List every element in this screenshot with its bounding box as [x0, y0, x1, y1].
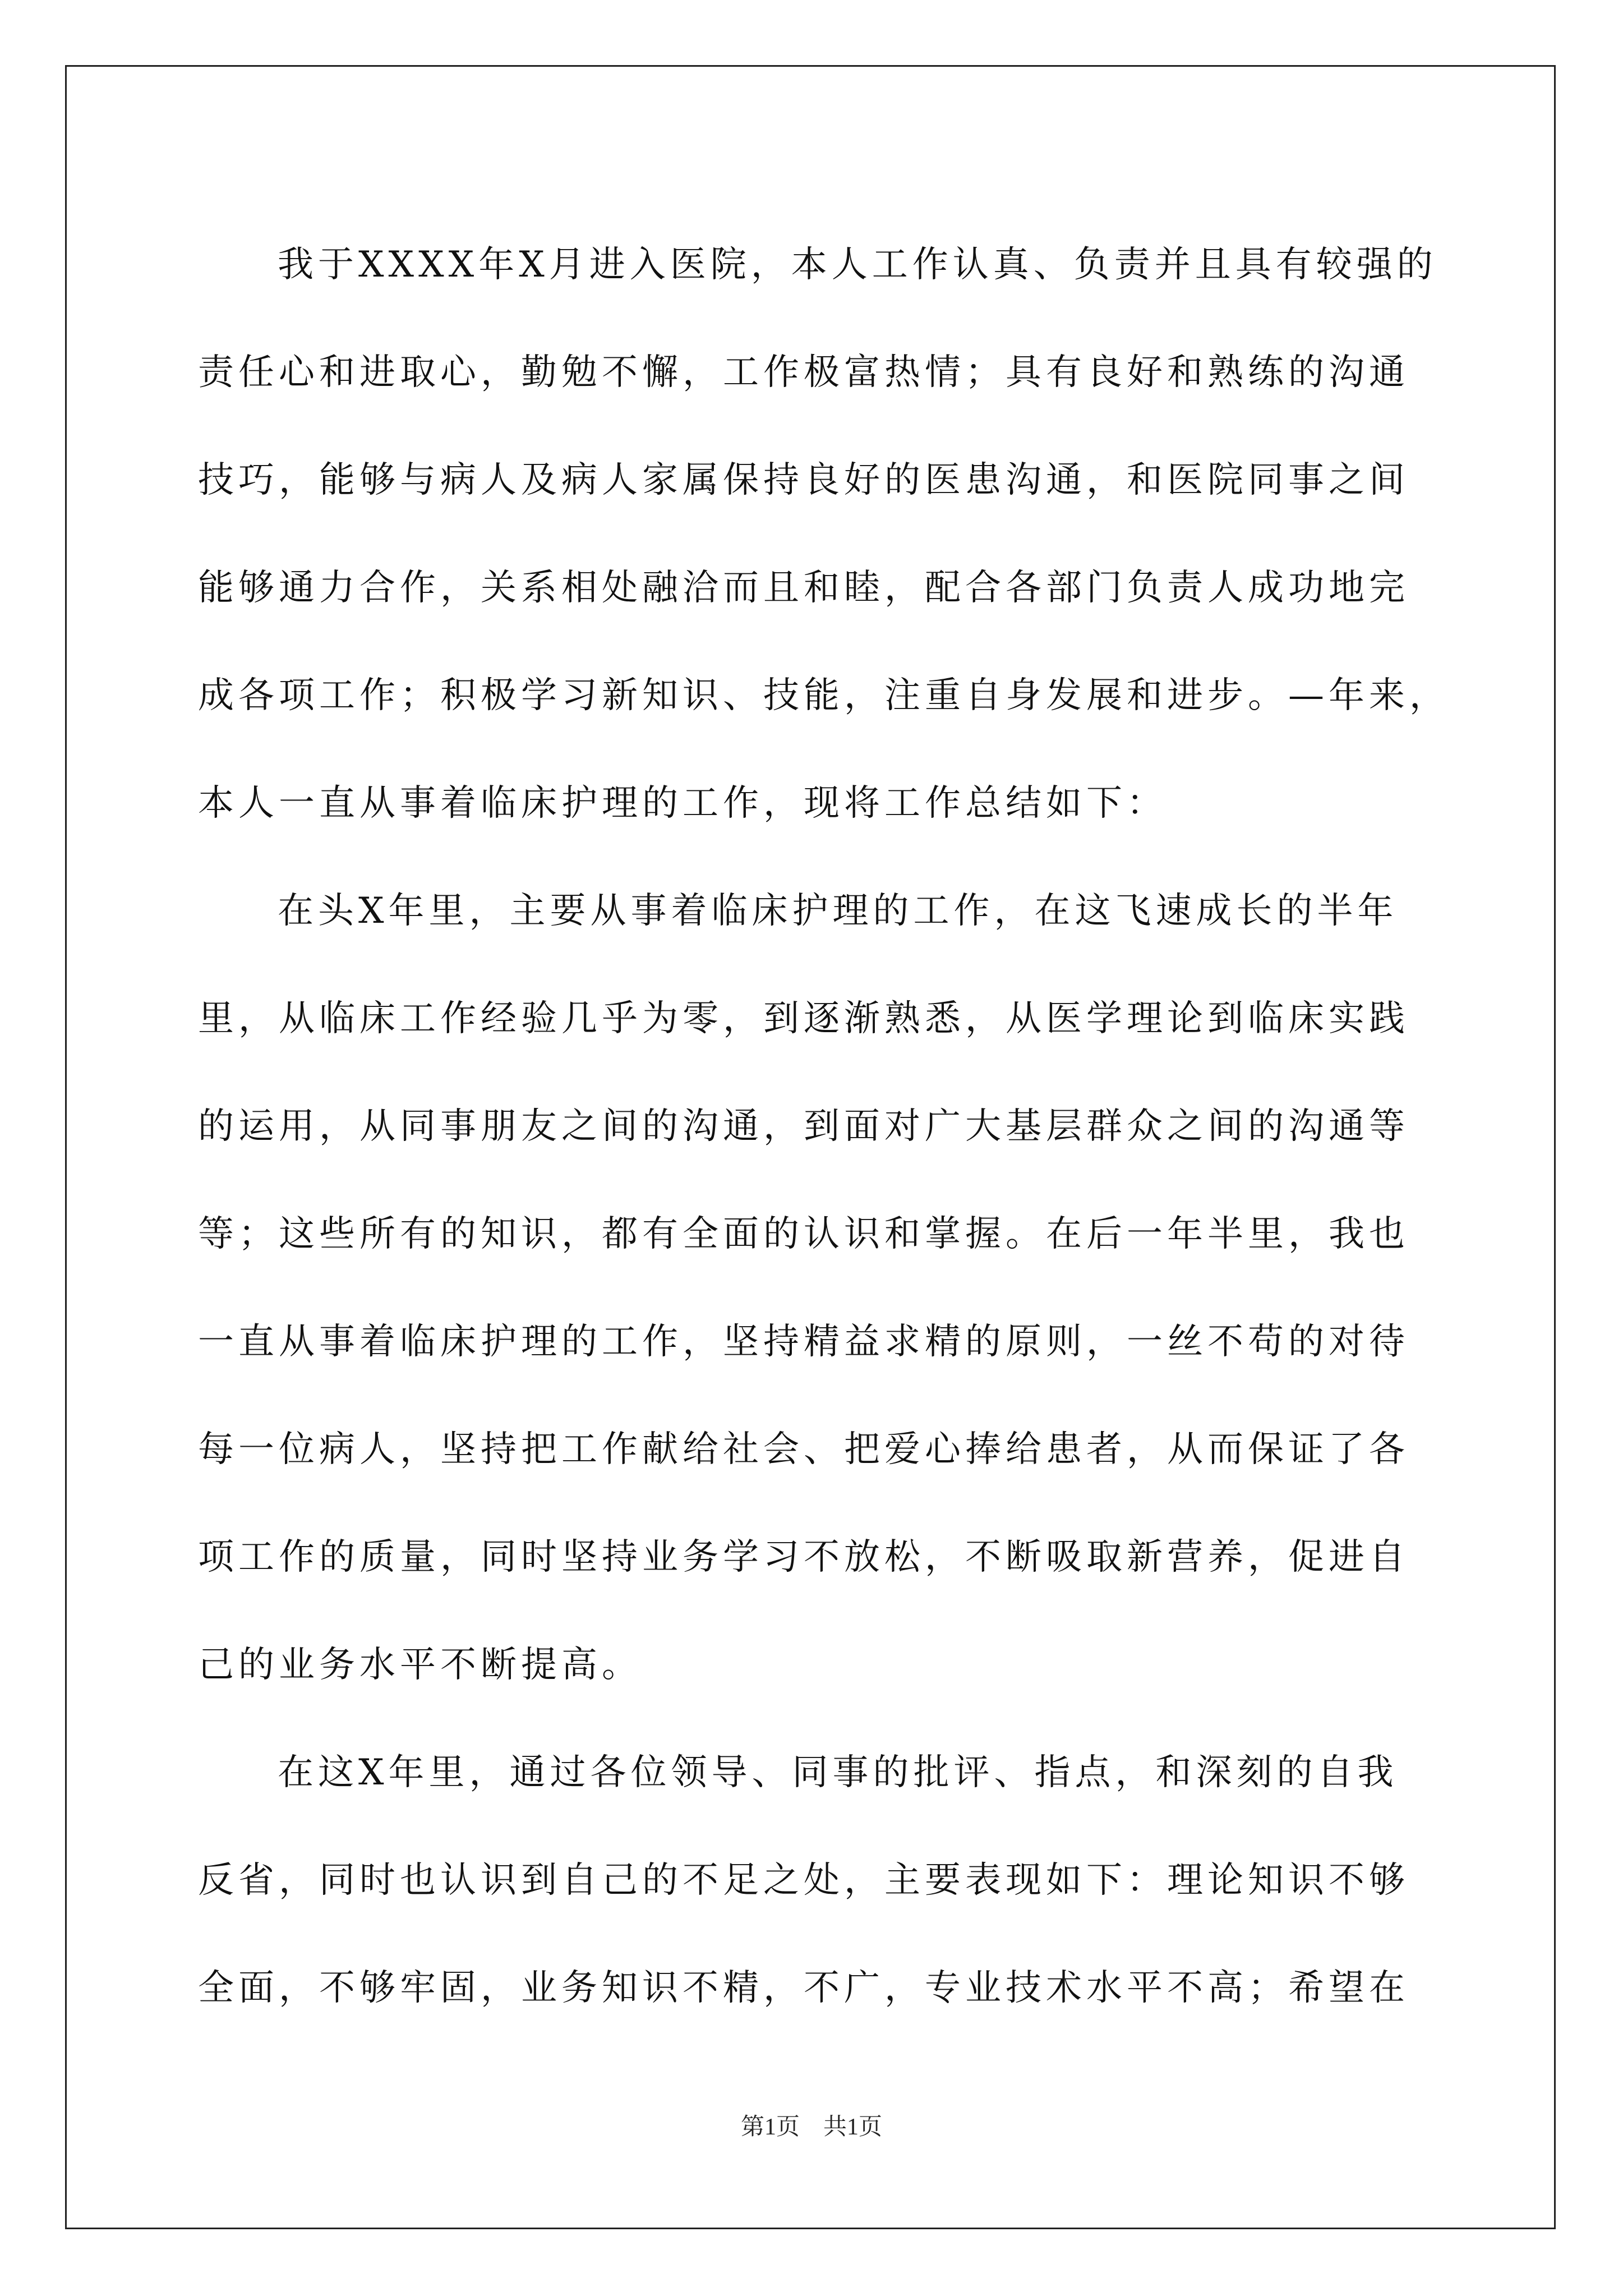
text-line: 己的业务水平不断提高。 — [198, 1644, 642, 1686]
text-line: 里，从临床工作经验几乎为零，到逐渐熟悉，从医学理论到临床实践 — [198, 998, 1409, 1039]
text-line: 在头X年里，主要从事着临床护理的工作，在这飞速成长的半年 — [278, 890, 1398, 932]
text-line: 等；这些所有的知识，都有全面的认识和掌握。在后一年半里，我也 — [198, 1213, 1409, 1255]
text-line: 全面，不够牢固，业务知识不精，不广，专业技术水平不高；希望在 — [198, 1967, 1409, 2009]
page-number-footer: 第1页 共1页 — [740, 2114, 882, 2140]
text-line: 每一位病人，坚持把工作献给社会、把爱心捧给患者，从而保证了各 — [198, 1429, 1409, 1470]
paragraph-1 — [198, 211, 1454, 857]
text-line: 技巧，能够与病人及病人家属保持良好的医患沟通，和医院同事之间 — [198, 459, 1409, 501]
text-line: 的运用，从同事朋友之间的沟通，到面对广大基层群众之间的沟通等 — [198, 1106, 1409, 1147]
text-line: 一直从事着临床护理的工作，坚持精益求精的原则，一丝不苟的对待 — [198, 1321, 1409, 1363]
text-line: 反省，同时也认识到自己的不足之处，主要表现如下：理论知识不够 — [198, 1860, 1409, 1901]
paragraph-2 — [198, 857, 1454, 1719]
text-line: 本人一直从事着临床护理的工作，现将工作总结如下： — [198, 783, 1167, 824]
document-body — [198, 211, 1454, 2042]
paragraph-3 — [198, 1719, 1454, 2042]
text-line: 项工作的质量，同时坚持业务学习不放松，不断吸取新营养，促进自 — [198, 1536, 1409, 1578]
text-line: 在这X年里，通过各位领导、同事的批评、指点，和深刻的自我 — [278, 1752, 1398, 1793]
text-line: 能够通力合作，关系相处融洽而且和睦，配合各部门负责人成功地完 — [198, 567, 1409, 609]
text-line: 责任心和进取心，勤勉不懈，工作极富热情；具有良好和熟练的沟通 — [198, 352, 1409, 393]
text-line: 我于XXXX年X月进入医院，本人工作认真、负责并且具有较强的 — [278, 244, 1437, 286]
text-line: 成各项工作；积极学习新知识、技能，注重自身发展和进步。—年来， — [198, 675, 1450, 716]
